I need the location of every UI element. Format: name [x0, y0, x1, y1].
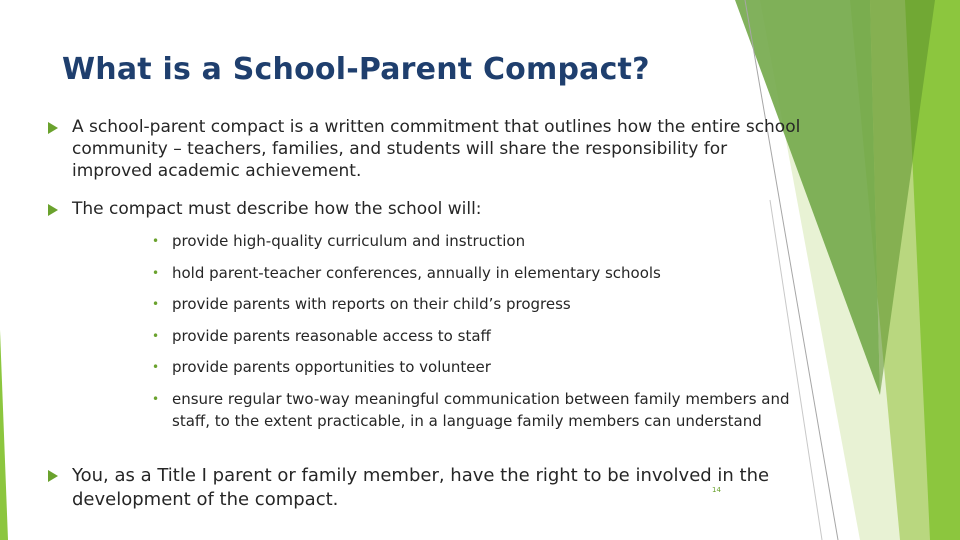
triangle-right-icon [48, 204, 58, 216]
dot-icon: • [152, 234, 160, 248]
bullet-item [48, 116, 808, 182]
sub-bullet-item [152, 388, 812, 432]
sub-bullet-item [152, 356, 812, 378]
sub-bullet-item [152, 325, 812, 347]
sub-bullet-text: hold parent-teacher conferences, annually in elementary schools [172, 264, 661, 282]
dot-icon: • [152, 266, 160, 280]
dot-icon: • [152, 360, 160, 374]
bullet-item [48, 198, 748, 220]
dot-icon: • [152, 297, 160, 311]
sub-bullet-text: provide parents with reports on their child’s progress [172, 295, 571, 313]
triangle-right-icon [48, 122, 58, 134]
slide-title: What is a School-Parent Compact? [62, 52, 650, 87]
sub-bullet-item [152, 262, 812, 284]
sub-bullet-text: ensure regular two-way meaningful communication between family members and staff, to the extent practicable, in a language family members can understand [172, 390, 790, 430]
bullet-text: A school-parent compact is a written commitment that outlines how the entire school community – teachers, families, and students will share the responsibility for improved academic achievement. [72, 117, 801, 181]
triangle-right-icon [48, 470, 58, 482]
sub-bullet-text: provide parents opportunities to volunteer [172, 358, 491, 376]
bullet-text: You, as a Title I parent or family member, have the right to be involved in the development of the compact. [72, 465, 770, 510]
sub-bullet-item [152, 293, 812, 315]
sub-bullet-text: provide parents reasonable access to staff [172, 327, 491, 345]
page-number: 14 [712, 486, 721, 494]
sub-bullet-text: provide high-quality curriculum and instruction [172, 232, 526, 250]
bullet-text: The compact must describe how the school will: [72, 199, 482, 219]
sub-bullet-item [152, 230, 812, 252]
bullet-item [48, 464, 788, 512]
dot-icon: • [152, 392, 160, 406]
dot-icon: • [152, 329, 160, 343]
left-green-sliver [0, 330, 8, 540]
